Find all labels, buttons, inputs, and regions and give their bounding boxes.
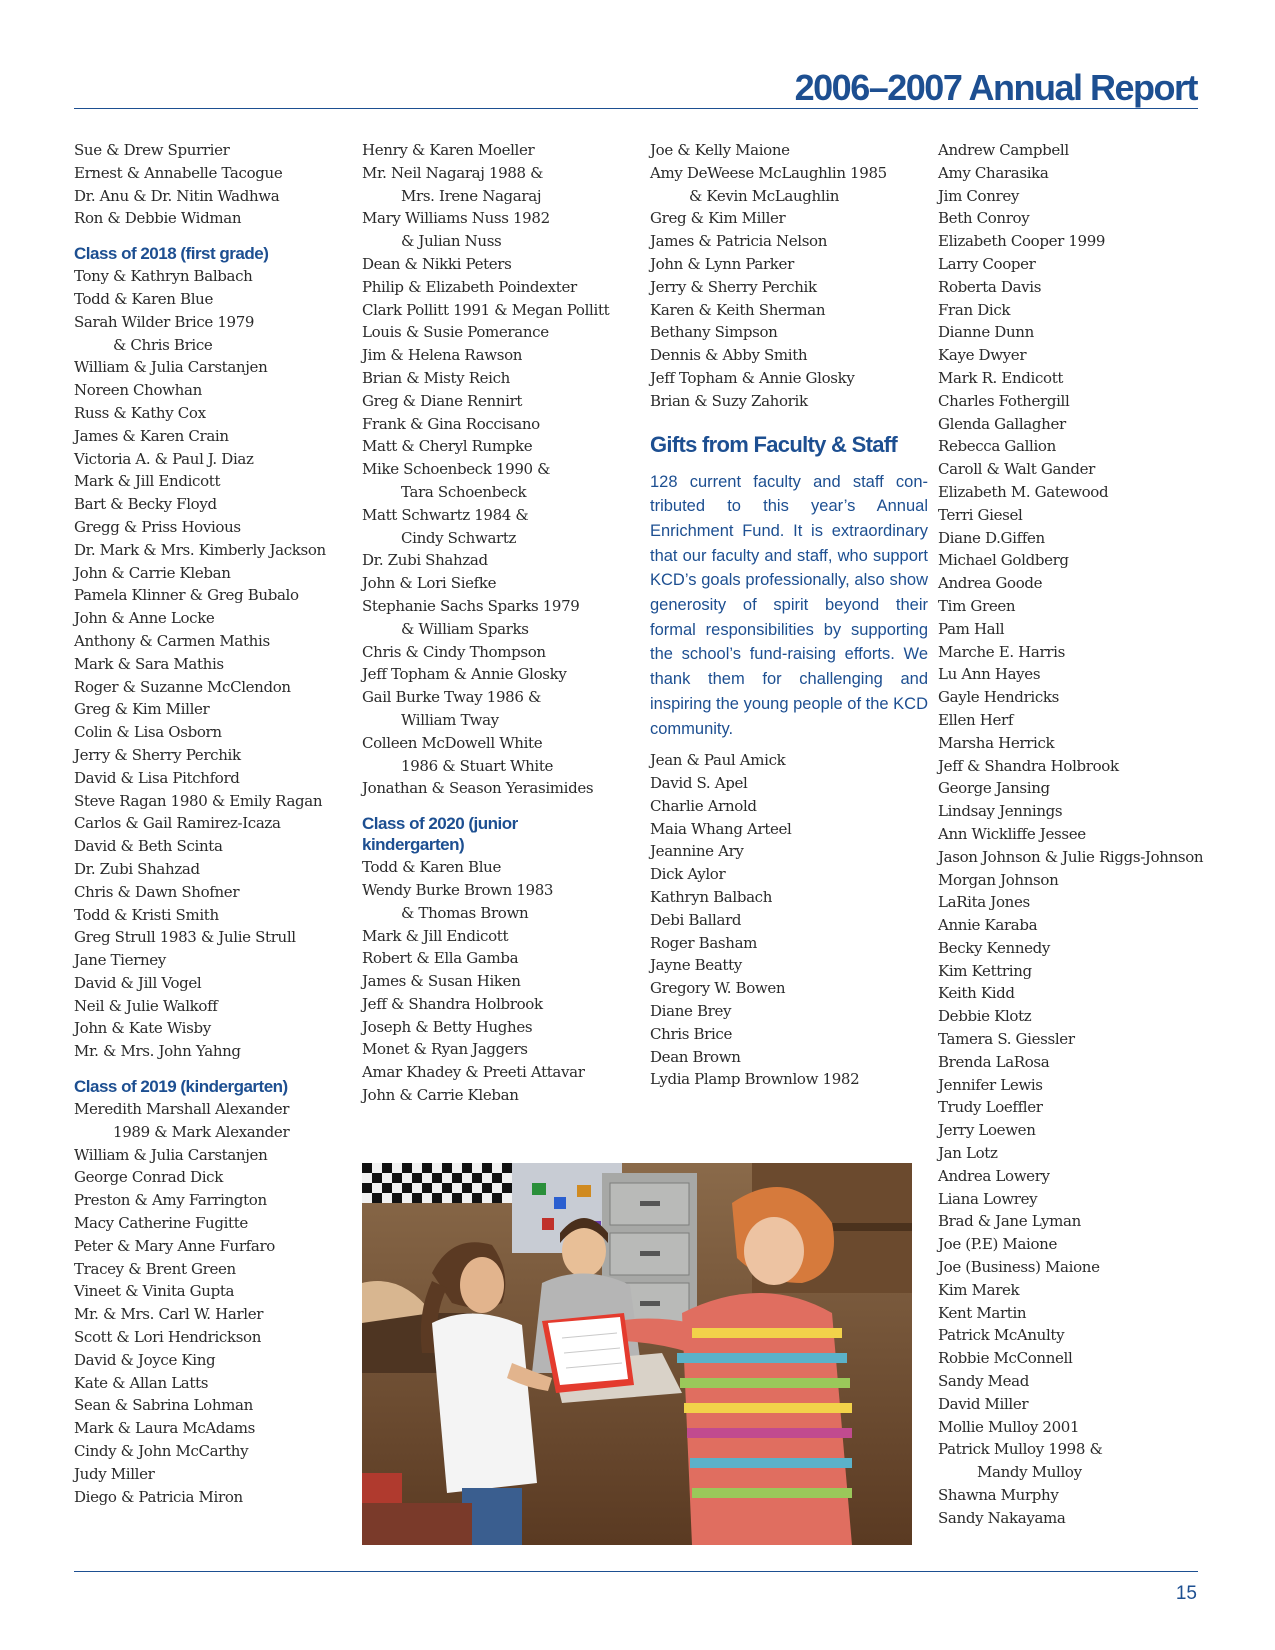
column-4 — [938, 139, 1213, 1530]
list-item: Dr. Zubi Shahzad — [362, 551, 488, 570]
list-item: William & Julia Carstanjen — [74, 358, 268, 377]
report-title: 2006–2007 Annual Report — [794, 67, 1197, 108]
column-2 — [362, 139, 630, 1107]
list-item: Lydia Plamp Brownlow 1982 — [650, 1070, 860, 1089]
list-item: David & Beth Scinta — [74, 837, 223, 856]
list-item: Monet & Ryan Jaggers — [362, 1040, 528, 1059]
list-item: Larry Cooper — [938, 254, 1036, 273]
checkered-banner — [362, 1163, 512, 1203]
list-item-continuation: 1989 & Mark Alexander — [113, 1122, 290, 1141]
list-item: Lu Ann Hayes — [938, 665, 1041, 684]
list-item: Glenda Gallagher — [938, 414, 1066, 433]
classroom-photo-illustration — [362, 1163, 912, 1545]
list-item — [362, 755, 630, 778]
list-item: Chris Brice — [650, 1024, 732, 1043]
list-item: Noreen Chowhan — [74, 381, 202, 400]
list-item-continuation: 1986 & Stuart White — [401, 756, 554, 775]
list-item: David & Lisa Pitchford — [74, 768, 240, 787]
list-item: Brian & Suzy Zahorik — [650, 391, 808, 410]
list-item: Dr. Mark & Mrs. Kimberly Jackson — [74, 540, 326, 559]
list-item: Kathryn Balbach — [650, 888, 773, 907]
list-item: Macy Catherine Fugitte — [74, 1214, 248, 1233]
list-item — [362, 902, 630, 925]
list-item: Dr. Anu & Dr. Nitin Wadhwa — [74, 186, 280, 205]
list-item: Philip & Elizabeth Poindexter — [362, 277, 577, 296]
list-item: Roberta Davis — [938, 277, 1042, 296]
list-item: Caroll & Walt Gander — [938, 460, 1095, 479]
list-item: Mark & Jill Endicott — [362, 926, 509, 945]
list-item: Wendy Burke Brown 1983 — [362, 880, 554, 899]
list-item: Sandy Mead — [938, 1372, 1030, 1391]
list-item: David Miller — [938, 1394, 1029, 1413]
section-heading-faculty — [650, 432, 928, 458]
notebook — [542, 1313, 634, 1393]
list-item: Jonathan & Season Yerasimides — [362, 779, 594, 798]
list-item: Dick Aylor — [650, 865, 726, 884]
section-heading-class-2020: Class of 2020 (junior kindergarten) — [362, 814, 518, 855]
list-item: Greg Strull 1983 & Julie Strull — [74, 928, 296, 947]
list-item: Greg & Kim Miller — [650, 209, 786, 228]
list-item: Russ & Kathy Cox — [74, 403, 206, 422]
list-item: Jayne Beatty — [650, 956, 742, 975]
list-item: Clark Pollitt 1991 & Megan Pollitt — [362, 300, 610, 319]
list-item: Jane Tierney — [74, 951, 166, 970]
list-item: Mollie Mulloy 2001 — [938, 1417, 1080, 1436]
list-item: Lindsay Jennings — [938, 802, 1063, 821]
list-item: Trudy Loeffler — [938, 1098, 1043, 1117]
list-item — [74, 1121, 342, 1144]
faculty-intro-paragraph: 128 current faculty and staff contributed to this year’s Annual Enrichment Fund. It is extraordinary that our faculty and staff, who support KCD’s goals professionally, also show generosity of spirit beyond their formal responsibilities by supporting the school’s fund-raising efforts. We thank them for challenging and inspiring the young people of the KCD community. — [650, 472, 928, 738]
list-item: Kate & Allan Latts — [74, 1373, 209, 1392]
list-item-continuation: Tara Schoenbeck — [401, 482, 527, 501]
classroom-photo — [362, 1163, 912, 1545]
list-item: Mark R. Endicott — [938, 368, 1064, 387]
list-item: Jerry Loewen — [938, 1121, 1036, 1140]
list-item: Dennis & Abby Smith — [650, 346, 808, 365]
list-item: Pamela Klinner & Greg Bubalo — [74, 586, 299, 605]
list-item: Brian & Misty Reich — [362, 368, 510, 387]
list-item: Joe (P.E) Maione — [938, 1235, 1057, 1254]
list-item: Mary Williams Nuss 1982 — [362, 209, 550, 228]
list-item: Jim Conrey — [938, 186, 1019, 205]
list-item: Jason Johnson & Julie Riggs-Johnson — [938, 847, 1204, 866]
list-item — [74, 334, 342, 357]
list-item: Tim Green — [938, 596, 1016, 615]
list-item: Dianne Dunn — [938, 323, 1034, 342]
list-item: Greg & Kim Miller — [74, 700, 210, 719]
list-item: Mr. & Mrs. Carl W. Harler — [74, 1305, 264, 1324]
list-item: Cindy & John McCarthy — [74, 1442, 249, 1461]
donor-list-class-2019 — [74, 1098, 342, 1508]
list-item: Colin & Lisa Osborn — [74, 723, 222, 742]
list-item: Meredith Marshall Alexander — [74, 1100, 290, 1119]
list-item: Jeannine Ary — [650, 842, 744, 861]
list-item: LaRita Jones — [938, 893, 1030, 912]
donor-list — [650, 139, 928, 413]
list-item: Elizabeth M. Gatewood — [938, 482, 1109, 501]
list-item-continuation: & Chris Brice — [113, 335, 213, 354]
list-item — [362, 618, 630, 641]
list-item: Ellen Herf — [938, 710, 1014, 729]
list-item: Tracey & Brent Green — [74, 1259, 236, 1278]
list-item: Ann Wickliffe Jessee — [938, 824, 1086, 843]
list-item: Amy Charasika — [938, 163, 1049, 182]
list-item — [362, 527, 630, 550]
list-item: Debbie Klotz — [938, 1007, 1032, 1026]
list-item: Michael Goldberg — [938, 551, 1069, 570]
list-item: Jan Lotz — [938, 1144, 998, 1163]
list-item: Mark & Laura McAdams — [74, 1419, 255, 1438]
list-item: Andrew Campbell — [938, 141, 1069, 159]
list-item: Kaye Dwyer — [938, 346, 1027, 365]
list-item: Todd & Kristi Smith — [74, 905, 219, 924]
list-item: Roger & Suzanne McClendon — [74, 677, 291, 696]
list-item: Frank & Gina Roccisano — [362, 414, 540, 433]
list-item: Marche E. Harris — [938, 642, 1065, 661]
list-item: Joe & Kelly Maione — [650, 141, 790, 159]
list-item: Diane Brey — [650, 1002, 732, 1021]
list-item: Matt Schwartz 1984 & — [362, 505, 529, 524]
list-item: Amar Khadey & Preeti Attavar — [362, 1063, 585, 1082]
list-item: Diane D.Giffen — [938, 528, 1045, 547]
list-item: Louis & Susie Pomerance — [362, 323, 549, 342]
list-item-continuation: & Julian Nuss — [401, 232, 502, 251]
faculty-donor-list — [650, 749, 928, 1091]
list-item: Jennifer Lewis — [938, 1075, 1043, 1094]
list-item: Jerry & Sherry Perchik — [650, 277, 817, 296]
list-item: Annie Karaba — [938, 916, 1038, 935]
list-item: Brenda LaRosa — [938, 1052, 1050, 1071]
list-item: Matt & Cheryl Rumpke — [362, 437, 533, 456]
list-item: Karen & Keith Sherman — [650, 300, 826, 319]
list-item: David & Jill Vogel — [74, 973, 202, 992]
list-item: Steve Ragan 1980 & Emily Ragan — [74, 791, 323, 810]
list-item: George Conrad Dick — [74, 1168, 223, 1187]
list-item: Sandy Nakayama — [938, 1508, 1066, 1527]
list-item: Colleen McDowell White — [362, 733, 543, 752]
list-item: Sarah Wilder Brice 1979 — [74, 312, 255, 331]
list-item: Carlos & Gail Ramirez-Icaza — [74, 814, 281, 833]
list-item: Becky Kennedy — [938, 938, 1051, 957]
list-item: Joe (Business) Maione — [938, 1258, 1100, 1277]
list-item: George Jansing — [938, 779, 1050, 798]
list-item: Chris & Cindy Thompson — [362, 642, 546, 661]
faculty-heading-text: Gifts from Faculty & Staff — [650, 431, 898, 457]
list-item: Victoria A. & Paul J. Diaz — [74, 449, 254, 468]
list-item: Ron & Debbie Widman — [74, 209, 242, 228]
list-item: Sue & Drew Spurrier — [74, 141, 230, 159]
list-item-continuation: William Tway — [401, 710, 499, 729]
list-item: Andrea Goode — [938, 574, 1043, 593]
faculty-donor-list-continued — [938, 139, 1213, 1530]
list-item — [362, 709, 630, 732]
list-item: John & Carrie Kleban — [362, 1086, 519, 1105]
list-item: Gregory W. Bowen — [650, 979, 786, 998]
donor-list — [362, 139, 630, 800]
list-item: Pam Hall — [938, 619, 1005, 638]
list-item: Anthony & Carmen Mathis — [74, 631, 270, 650]
list-item: Terri Giesel — [938, 505, 1023, 524]
list-item: Dean Brown — [650, 1047, 741, 1066]
list-item: Bart & Becky Floyd — [74, 495, 217, 514]
list-item: Sean & Sabrina Lohman — [74, 1396, 253, 1415]
list-item: Kim Marek — [938, 1280, 1020, 1299]
list-item: John & Lori Siefke — [362, 574, 497, 593]
list-item: Todd & Karen Blue — [362, 858, 501, 877]
list-item: Liana Lowrey — [938, 1189, 1038, 1208]
list-item-continuation: & Thomas Brown — [401, 903, 529, 922]
list-item: James & Susan Hiken — [362, 972, 521, 991]
list-item: Shawna Murphy — [938, 1486, 1059, 1505]
list-item: Tony & Kathryn Balbach — [74, 267, 253, 286]
list-item: John & Lynn Parker — [650, 254, 794, 273]
list-item: Diego & Patricia Miron — [74, 1487, 243, 1506]
list-item: Ernest & Annabelle Tacogue — [74, 163, 283, 182]
list-item-continuation: Cindy Schwartz — [401, 528, 517, 547]
list-item: Tamera S. Giessler — [938, 1030, 1075, 1049]
list-item-continuation: & Kevin McLaughlin — [689, 186, 840, 205]
list-item: Mark & Jill Endicott — [74, 472, 221, 491]
list-item: Kent Martin — [938, 1303, 1027, 1322]
column-1 — [74, 139, 342, 1508]
donor-list-class-2018 — [74, 265, 342, 1063]
list-item — [650, 185, 928, 208]
list-item: Mike Schoenbeck 1990 & — [362, 460, 551, 479]
list-item: Gayle Hendricks — [938, 688, 1059, 707]
donor-list-class-2020 — [362, 856, 630, 1107]
list-item: John & Kate Wisby — [74, 1019, 211, 1038]
list-item: Charles Fothergill — [938, 391, 1070, 410]
donor-list — [74, 139, 342, 230]
list-item: Mr. Neil Nagaraj 1988 & — [362, 163, 544, 182]
list-item: Henry & Karen Moeller — [362, 141, 535, 159]
bottom-divider — [74, 1571, 1198, 1572]
list-item: Jean & Paul Amick — [650, 751, 786, 770]
list-item-continuation: & William Sparks — [401, 619, 529, 638]
list-item: Peter & Mary Anne Furfaro — [74, 1236, 275, 1255]
list-item: Patrick Mulloy 1998 & — [938, 1440, 1103, 1459]
section-heading-class-2019: Class of 2019 (kindergarten) — [74, 1077, 288, 1097]
list-item: Jeff & Shandra Holbrook — [362, 994, 543, 1013]
column-3 — [650, 139, 928, 1091]
list-item: Jeff Topham & Annie Glosky — [362, 665, 567, 684]
list-item: James & Karen Crain — [74, 426, 229, 445]
list-item: Preston & Amy Farrington — [74, 1191, 267, 1210]
page-number: 15 — [1175, 1583, 1197, 1604]
list-item: Maia Whang Arteel — [650, 819, 792, 838]
list-item: Mr. & Mrs. John Yahng — [74, 1042, 241, 1061]
list-item: Robbie McConnell — [938, 1349, 1073, 1368]
list-item: Jeff & Shandra Holbrook — [938, 756, 1119, 775]
list-item: John & Anne Locke — [74, 609, 215, 628]
list-item: Chris & Dawn Shofner — [74, 882, 240, 901]
list-item: Gregg & Priss Hovious — [74, 517, 241, 536]
list-item: Neil & Julie Walkoff — [74, 996, 218, 1015]
list-item — [362, 230, 630, 253]
list-item: Bethany Simpson — [650, 323, 778, 342]
top-divider — [74, 108, 1198, 109]
list-item: Stephanie Sachs Sparks 1979 — [362, 596, 580, 615]
list-item: Debi Ballard — [650, 910, 742, 929]
list-item: Keith Kidd — [938, 984, 1015, 1003]
list-item-continuation: Mrs. Irene Nagaraj — [401, 186, 542, 205]
list-item: Vineet & Vinita Gupta — [74, 1282, 235, 1301]
list-item: Robert & Ella Gamba — [362, 949, 519, 968]
list-item: Patrick McAnulty — [938, 1326, 1065, 1345]
list-item: Brad & Jane Lyman — [938, 1212, 1081, 1231]
list-item: Marsha Herrick — [938, 733, 1055, 752]
list-item — [938, 1461, 1213, 1484]
list-item: Kim Kettring — [938, 961, 1032, 980]
list-item: Andrea Lowery — [938, 1166, 1050, 1185]
list-item: Fran Dick — [938, 300, 1011, 319]
list-item: Greg & Diane Rennirt — [362, 391, 523, 410]
list-item: John & Carrie Kleban — [74, 563, 231, 582]
list-item: Todd & Karen Blue — [74, 289, 213, 308]
list-item: Dean & Nikki Peters — [362, 254, 512, 273]
list-item: Roger Basham — [650, 933, 758, 952]
list-item: James & Patricia Nelson — [650, 232, 828, 251]
list-item: William & Julia Carstanjen — [74, 1145, 268, 1164]
section-heading-class-2018: Class of 2018 (first grade) — [74, 244, 269, 264]
list-item: Judy Miller — [74, 1464, 155, 1483]
list-item — [362, 185, 630, 208]
list-item-continuation: Mandy Mulloy — [977, 1463, 1082, 1482]
list-item: Amy DeWeese McLaughlin 1985 — [650, 163, 887, 182]
list-item: Rebecca Gallion — [938, 437, 1056, 456]
list-item: Elizabeth Cooper 1999 — [938, 232, 1106, 251]
list-item: Gail Burke Tway 1986 & — [362, 688, 541, 707]
list-item: Joseph & Betty Hughes — [362, 1017, 533, 1036]
list-item: Charlie Arnold — [650, 796, 757, 815]
list-item: Dr. Zubi Shahzad — [74, 859, 200, 878]
list-item: Mark & Sara Mathis — [74, 654, 224, 673]
list-item: Jeff Topham & Annie Glosky — [650, 368, 855, 387]
list-item: Beth Conroy — [938, 209, 1030, 228]
list-item: Morgan Johnson — [938, 870, 1059, 889]
list-item: Scott & Lori Hendrickson — [74, 1328, 262, 1347]
list-item: David & Joyce King — [74, 1350, 216, 1369]
list-item: David S. Apel — [650, 774, 748, 793]
list-item — [362, 481, 630, 504]
list-item: Jim & Helena Rawson — [362, 346, 523, 365]
list-item: Jerry & Sherry Perchik — [74, 745, 241, 764]
